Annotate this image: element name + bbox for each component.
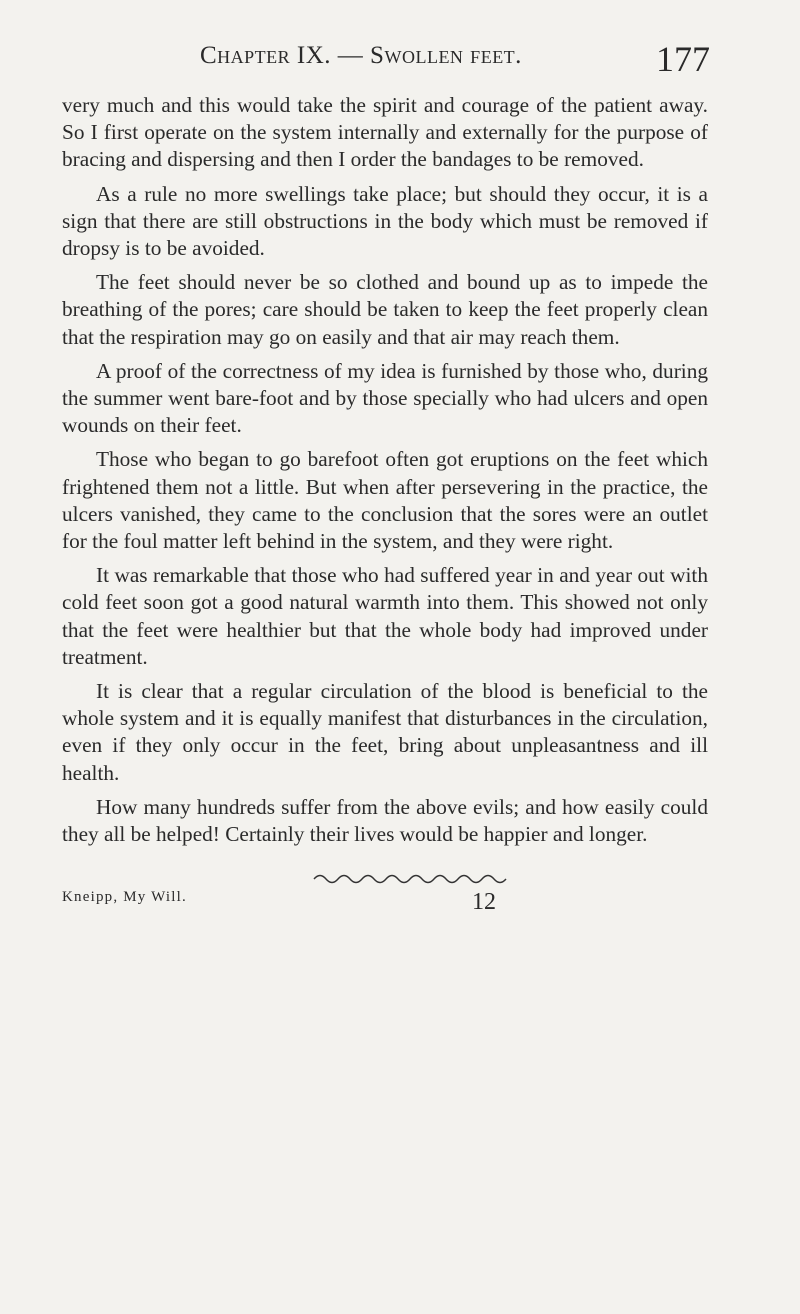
paragraph-2: As a rule no more swellings take place; but should they occur, it is a sign that there are still obstructions in the body which must be removed if dropsy is to be avoided. <box>62 181 708 261</box>
signature-line: Kneipp, My Will. <box>62 889 187 905</box>
paragraph-5: Those who began to go barefoot often got eruptions on the feet which frightened them not a little. But when after persevering in the practice, the ulcers vanished, they came to the conclusion that the sores were an outlet for the foul matter left behind in the system, and they were right. <box>62 447 708 554</box>
paragraph-4: A proof of the correctness of my idea is furnished by those who, during the summer went bare-foot and by those specially who had ulcers and open wounds on their feet. <box>62 358 708 438</box>
signature-mark: 12 <box>472 889 496 915</box>
paragraph-8: How many hundreds suffer from the above evils; and how easily could they all be helped! Certainly their lives would be happier and longer. <box>62 794 708 847</box>
running-head <box>60 38 710 86</box>
chapter-title: Chapter IX. — Swollen feet. <box>200 42 522 69</box>
paragraph-1: very much and this would take the spirit and courage of the patient away. So I first operate on the system internally and externally for the purpose of bracing and dispersing and then I order the bandages to be removed. <box>62 93 708 172</box>
paragraph-7: It is clear that a regular circulation of the blood is beneficial to the whole system and it is equally manifest that disturbances in the circulation, even if they only occur in the feet, bring about unpleasantness and ill health. <box>62 679 708 785</box>
paragraph-6: It was remarkable that those who had suffered year in and year out with cold feet soon got a good natural warmth into them. This showed not only that the feet were healthier but that the whole body had improved under treatment. <box>62 563 708 669</box>
page-footer <box>62 881 708 917</box>
paragraph-3: The feet should never be so clothed and bound up as to impede the breathing of the pores; care should be taken to keep the feet properly clean that the respiration may go on easily and that air may reach them. <box>62 270 708 349</box>
page-number: 177 <box>656 39 710 79</box>
body-text <box>62 92 708 855</box>
